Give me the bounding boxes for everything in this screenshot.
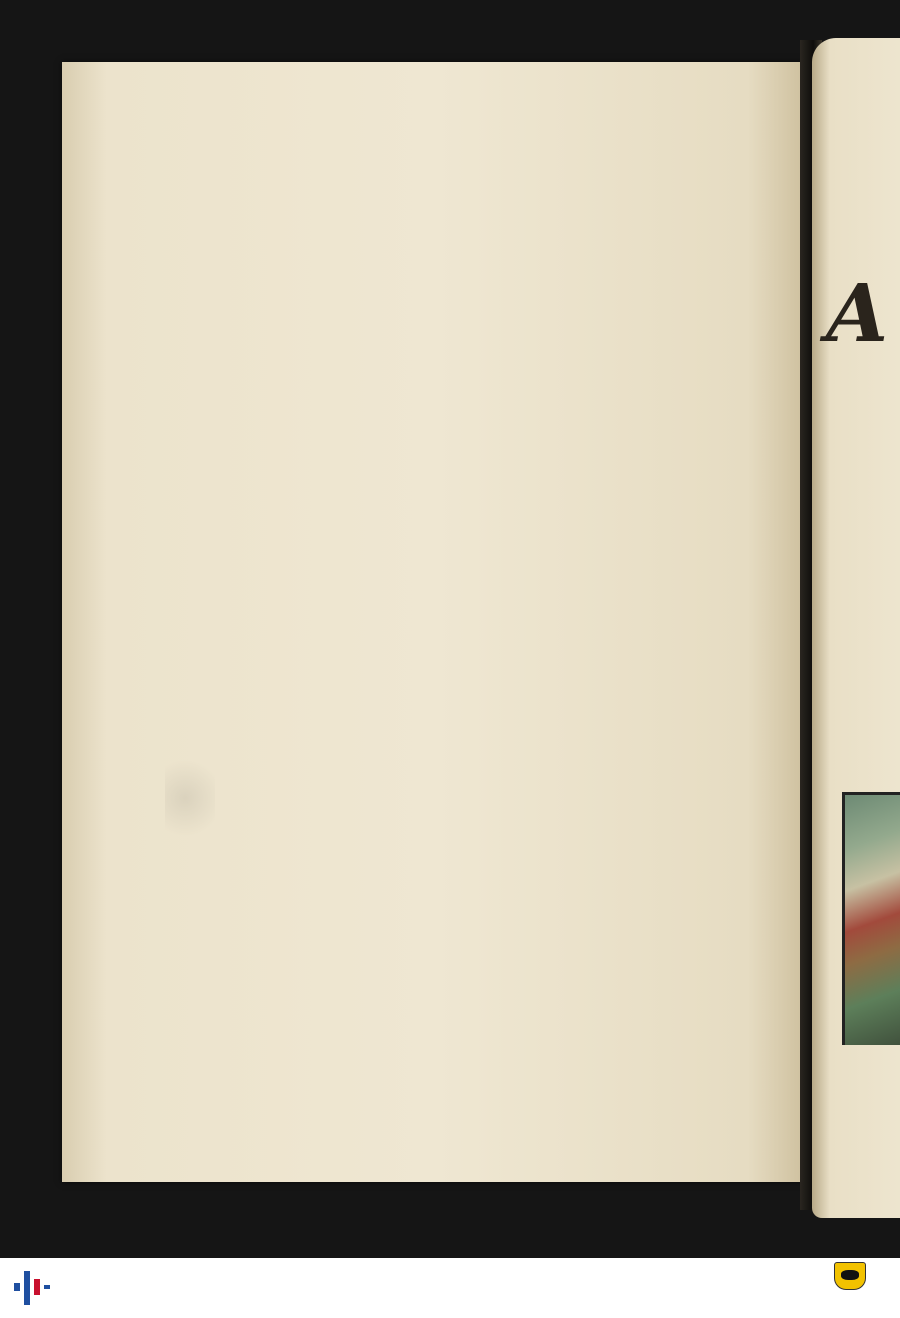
bw-crest-icon bbox=[834, 1262, 866, 1290]
funder-block bbox=[800, 1260, 900, 1316]
right-page-initial: A bbox=[826, 266, 889, 360]
drop-initial bbox=[165, 752, 215, 844]
viewer-footer bbox=[0, 1258, 900, 1318]
woodcut-illustration bbox=[842, 792, 900, 1045]
left-page bbox=[62, 62, 807, 1182]
ub-freiburg-logo-icon[interactable] bbox=[12, 1265, 52, 1309]
